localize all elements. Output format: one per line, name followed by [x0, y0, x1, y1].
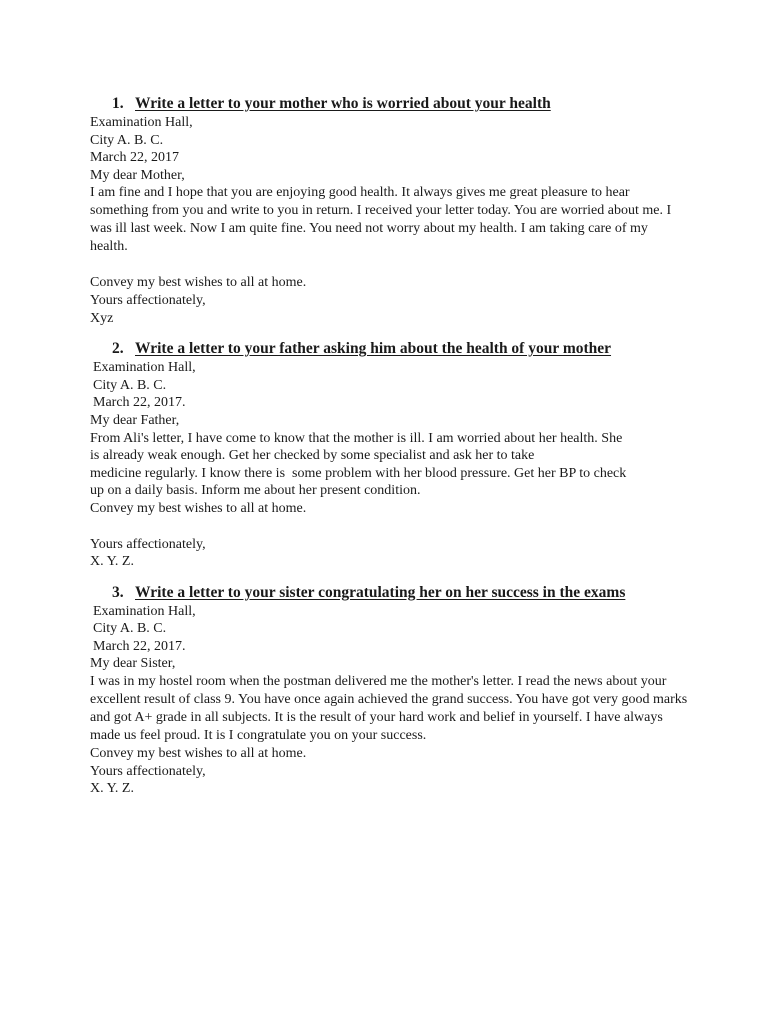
letter-1-body: I am fine and I hope that you are enjoying good health. It always gives me great pleasure to hear something from you and write to you in return. I received your letter today. You are worried about me. I was ill last week. Now I am quite fine. You need not worry about my health. I am taking care of my health.: [90, 185, 672, 255]
letter-3-salutation: My dear Sister,: [90, 656, 176, 672]
letter-1-address-line-2: City A. B. C.: [90, 132, 164, 148]
letter-2-closing: Yours affectionately,: [90, 536, 206, 552]
letter-1-wishes: Convey my best wishes to all at home.: [90, 275, 307, 291]
letter-2-salutation: My dear Father,: [90, 412, 180, 428]
letter-1-salutation: My dear Mother,: [90, 167, 185, 183]
letter-2-date: March 22, 2017.: [93, 395, 186, 411]
letter-3-signature: X. Y. Z.: [90, 781, 134, 797]
letter-2: [90, 339, 688, 571]
spacer: [90, 256, 688, 274]
letter-1-heading: [112, 94, 688, 114]
letter-3: [90, 583, 688, 798]
spacer: [90, 518, 688, 536]
letter-1-signature: Xyz: [90, 310, 114, 326]
letter-1: [90, 94, 688, 327]
letter-3-wishes: Convey my best wishes to all at home.: [90, 746, 307, 762]
letter-2-address-line-1: Examination Hall,: [93, 360, 196, 376]
letter-1-closing: Yours affectionately,: [90, 292, 206, 308]
letter-3-address-line-2: City A. B. C.: [93, 621, 167, 637]
letter-2-body-line: up on a daily basis. Inform me about her present condition.: [90, 483, 421, 499]
letter-3-date: March 22, 2017.: [93, 638, 186, 654]
letter-3-title: Write a letter to your sister congratulating her on her success in the exams: [135, 583, 626, 601]
letter-2-signature: X. Y. Z.: [90, 554, 134, 570]
letter-2-wishes: Convey my best wishes to all at home.: [90, 500, 307, 516]
letter-3-address-line-1: Examination Hall,: [93, 603, 196, 619]
letter-2-heading: [112, 339, 688, 359]
letter-1-date: March 22, 2017: [90, 150, 180, 166]
letter-3-body: I was in my hostel room when the postman delivered me the mother's letter. I read the news about your excellent result of class 9. You have once again achieved the grand success. You have got very good marks and got A+ grade in all subjects. It is the result of your hard work and belief in yourself. I have always made us feel proud. It is I congratulate you on your success.: [90, 674, 688, 744]
letter-2-body-line: medicine regularly. I know there is some problem with her blood pressure. Get her BP to check: [90, 465, 627, 481]
letter-2-body-line: From Ali's letter, I have come to know that the mother is ill. I am worried about her health. She: [90, 430, 623, 446]
letter-2-title: Write a letter to your father asking him about the health of your mother: [135, 340, 612, 358]
letter-1-address-line-1: Examination Hall,: [90, 115, 193, 130]
letter-2-address-line-2: City A. B. C.: [93, 377, 167, 393]
letter-3-heading: [112, 583, 688, 603]
letter-2-number: 2.: [112, 340, 124, 358]
letter-3-closing: Yours affectionately,: [90, 763, 206, 779]
letter-1-title: Write a letter to your mother who is worried about your health: [135, 95, 551, 112]
letter-1-number: 1.: [112, 95, 124, 112]
letter-3-number: 3.: [112, 583, 124, 601]
letter-2-body-line: is already weak enough. Get her checked by some specialist and ask her to take: [90, 448, 535, 464]
